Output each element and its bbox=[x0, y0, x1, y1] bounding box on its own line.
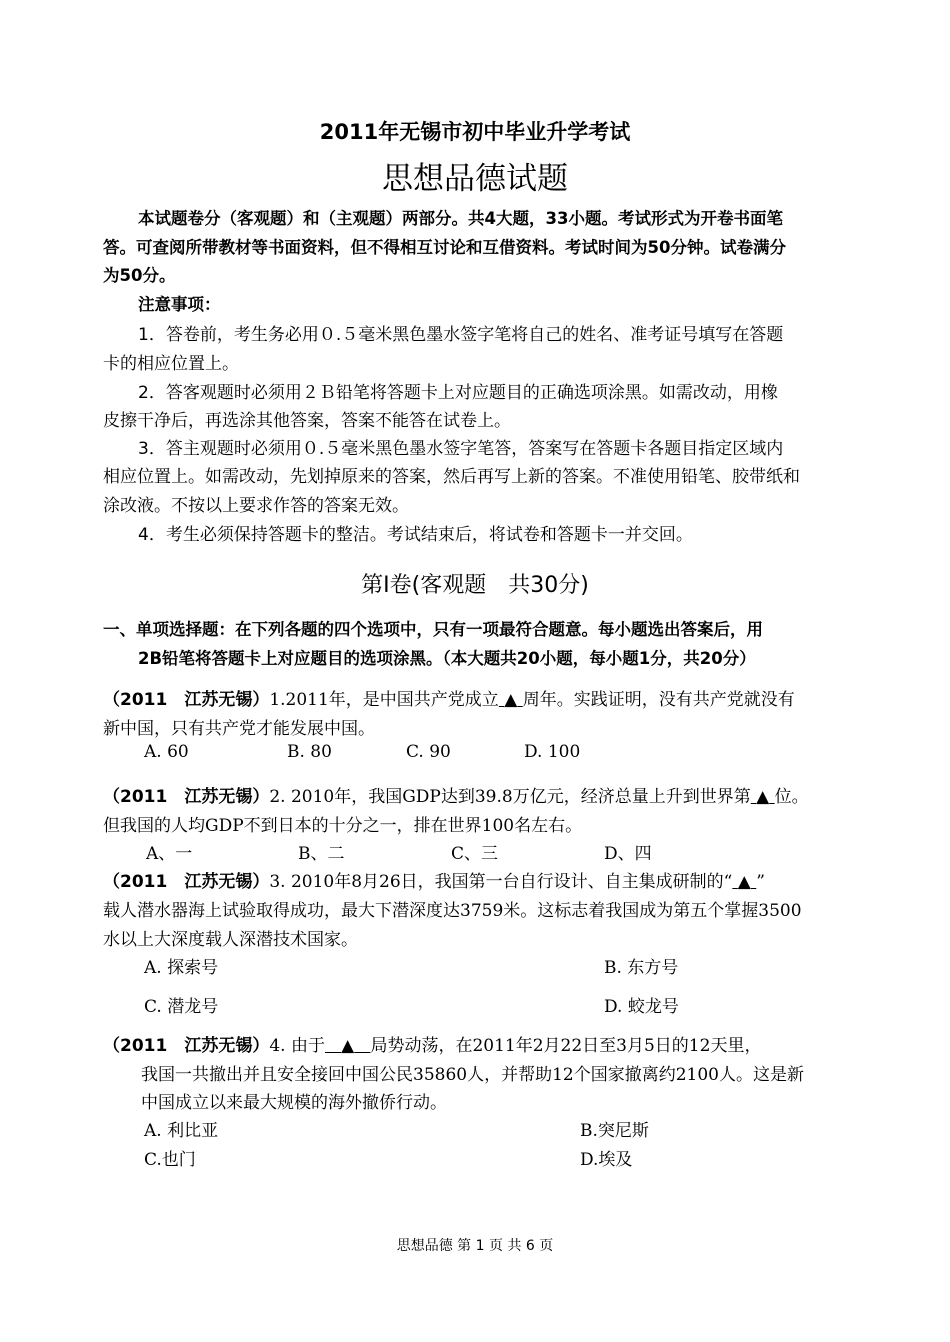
question-4-option-c: C.也门 bbox=[144, 1150, 196, 1170]
question-2-line-2: 但我国的人均GDP不到日本的十分之一，排在世界100名左右。 bbox=[103, 816, 583, 836]
question-4-line-1 bbox=[103, 1031, 761, 1056]
intro-line-2: 答。可查阅所带教材等书面资料，但不得相互讨论和互借资料。考试时间为50分钟。试卷满分 bbox=[103, 238, 786, 257]
question-1-stem-post: 周年。实践证明，没有共产党就没有 bbox=[522, 690, 795, 710]
question-1-line-1 bbox=[103, 685, 795, 710]
question-1-stem-pre: 1.2011年，是中国共产党成立 bbox=[269, 690, 499, 710]
notice-1b: 卡的相应位置上。 bbox=[103, 354, 239, 374]
question-1-option-b: B. 80 bbox=[287, 742, 332, 762]
notice-4: 4．考生必须保持答题卡的整洁。考试结束后，将试卷和答题卡一并交回。 bbox=[138, 525, 693, 545]
question-1-line-2: 新中国，只有共产党才能发展中国。 bbox=[103, 719, 375, 739]
question-3-source: （2011 江苏无锡） bbox=[103, 872, 270, 892]
intro-line-1: 本试题卷分（客观题）和（主观题）两部分。共4大题，33小题。考试形式为开卷书面笔 bbox=[138, 209, 783, 228]
question-3-option-d: D. 蛟龙号 bbox=[604, 997, 679, 1017]
notice-3b: 相应位置上。如需改动，先划掉原来的答案，然后再写上新的答案。不准使用铅笔、胶带纸和 bbox=[103, 467, 800, 487]
intro-line-3: 为50分。 bbox=[103, 266, 176, 285]
notice-3c: 涂改液。不按以上要求作答的答案无效。 bbox=[103, 496, 409, 516]
question-3-option-a: A. 探索号 bbox=[144, 958, 219, 978]
question-4-stem-post: 局势动荡，在2011年2月22日至3月5日的12天里， bbox=[370, 1036, 762, 1056]
question-3-line-1 bbox=[103, 867, 765, 892]
question-1-option-c: C. 90 bbox=[406, 742, 451, 762]
question-2-option-d: D、四 bbox=[604, 844, 652, 864]
question-4-stem-pre: 4. 由于 bbox=[269, 1036, 325, 1056]
notice-title: 注意事项： bbox=[138, 295, 221, 314]
question-4-blank-mark: ▲ bbox=[341, 1036, 355, 1056]
question-2-option-b: B、二 bbox=[298, 844, 345, 864]
notice-3a: 3．答主观题时必须用０.５毫米黑色墨水签字笔答，答案写在答题卡各题目指定区域内 bbox=[138, 439, 784, 459]
notice-2b: 皮擦干净后，再选涂其他答案，答案不能答在试卷上。 bbox=[103, 411, 511, 431]
question-3-stem-post: ” bbox=[756, 872, 765, 892]
question-3-line-2: 载人潜水器海上试验取得成功，最大下潜深度达3759米。这标志着我国成为第五个掌握3500 bbox=[103, 901, 802, 921]
question-4-source: （2011 江苏无锡） bbox=[103, 1036, 270, 1056]
question-3-option-b: B. 东方号 bbox=[604, 958, 679, 978]
question-3-line-3: 水以上大深度载人深潜技术国家。 bbox=[103, 930, 358, 950]
question-2-stem-post: 位。 bbox=[774, 787, 809, 807]
question-3-option-c: C. 潜龙号 bbox=[144, 997, 219, 1017]
question-4-line-3: 中国成立以来最大规模的海外撤侨行动。 bbox=[141, 1093, 447, 1113]
question-1-option-d: D. 100 bbox=[524, 742, 581, 762]
question-2-line-1 bbox=[103, 782, 809, 807]
question-1-option-a: A. 60 bbox=[144, 742, 189, 762]
section-title: 第Ⅰ卷(客观题 共30分) bbox=[361, 573, 589, 598]
question-2-stem-pre: 2. 2010年，我国GDP达到39.8万亿元，经济总量上升到世界第 bbox=[269, 787, 751, 807]
question-2-blank-mark: ▲ bbox=[756, 787, 770, 807]
exam-subject: 思想品德试题 bbox=[382, 161, 568, 197]
question-2-option-a: A、一 bbox=[146, 844, 193, 864]
notice-1a: 1．答卷前，考生务必用０.５毫米黑色墨水签字笔将自己的姓名、准考证号填写在答题 bbox=[138, 325, 784, 345]
part1-instruction-a: 一、单项选择题：在下列各题的四个选项中，只有一项最符合题意。每小题选出答案后，用 bbox=[103, 620, 763, 639]
question-4-line-2: 我国一共撤出并且安全接回中国公民35860人，并帮助12个国家撤离约2100人。这是新 bbox=[141, 1065, 804, 1085]
question-4-option-a: A. 利比亚 bbox=[144, 1121, 219, 1141]
part1-instruction-b: 2B铅笔将答题卡上对应题目的选项涂黑。（本大题共20小题，每小题1分，共20分） bbox=[138, 649, 756, 668]
question-3-stem-pre: 3. 2010年8月26日，我国第一台自行设计、自主集成研制的“ bbox=[269, 872, 733, 892]
notice-2a: 2．答客观题时必须用２Ｂ铅笔将答题卡上对应题目的正确选项涂黑。如需改动，用橡 bbox=[138, 383, 778, 403]
page-footer: 思想品德 第 1 页 共 6 页 bbox=[396, 1238, 554, 1254]
question-4-option-d: D.埃及 bbox=[580, 1150, 633, 1170]
exam-title: 2011年无锡市初中毕业升学考试 bbox=[319, 120, 631, 144]
question-4-option-b: B.突尼斯 bbox=[580, 1121, 649, 1141]
question-2-source: （2011 江苏无锡） bbox=[103, 787, 270, 807]
question-3-blank-mark: ▲ bbox=[737, 872, 751, 892]
question-1-source: （2011 江苏无锡） bbox=[103, 690, 270, 710]
question-2-option-c: C、三 bbox=[451, 844, 499, 864]
question-1-blank-mark: ▲ bbox=[504, 690, 518, 710]
